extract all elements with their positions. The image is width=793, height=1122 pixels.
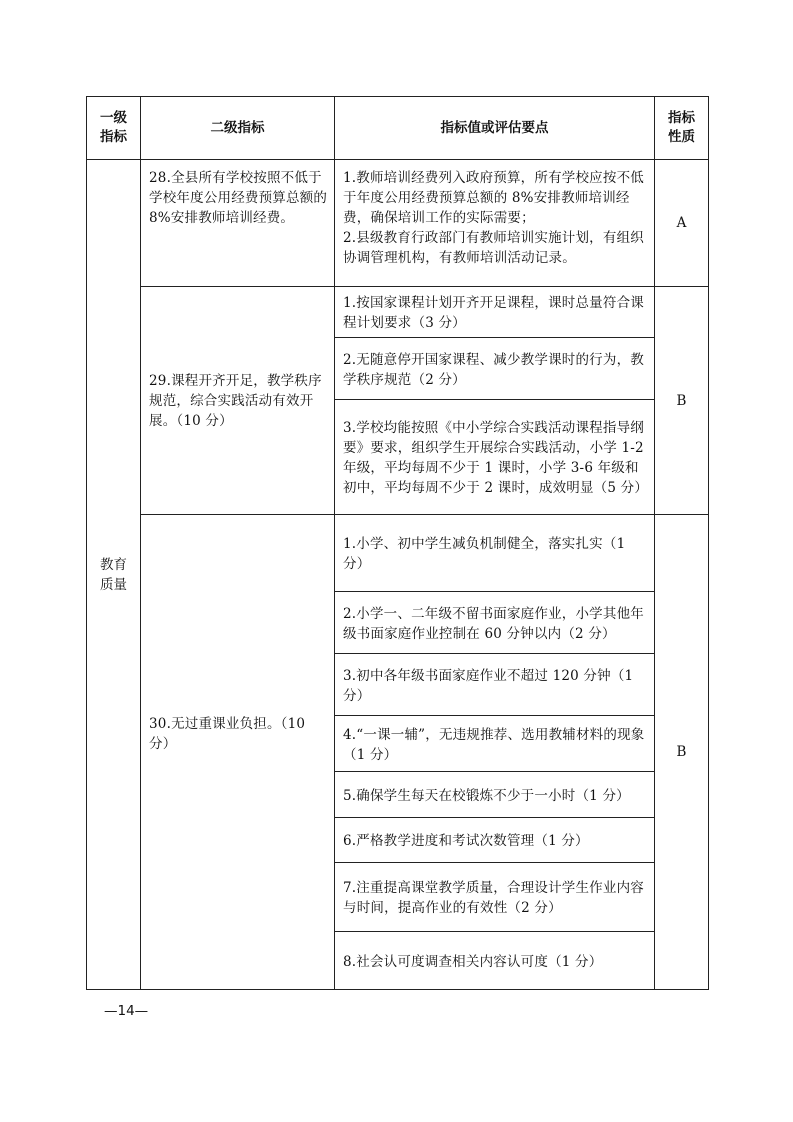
level2-cell: 30.无过重课业负担。（10 分） <box>141 515 335 990</box>
point-cell: 2.小学一、二年级不留书面家庭作业，小学其他年级书面家庭作业控制在 60 分钟以内（2 分） <box>335 592 655 654</box>
header-level2: 二级指标 <box>141 97 335 160</box>
point-cell: 5.确保学生每天在校锻炼不少于一小时（1 分） <box>335 772 655 818</box>
point-cell: 8.社会认可度调查相关内容认可度（1 分） <box>335 932 655 990</box>
nature-cell: B <box>655 287 709 515</box>
point-cell: 4.“一课一辅”，无违规推荐、选用教辅材料的现象（1 分） <box>335 716 655 772</box>
table-row <box>87 287 709 338</box>
point-cell: 6.严格教学进度和考试次数管理（1 分） <box>335 818 655 863</box>
header-nature-text: 指标 性质 <box>668 110 695 145</box>
point-cell: 3.学校均能按照《中小学综合实践活动课程指导纲要》要求，组织学生开展综合实践活动，小学 1-2 年级，平均每周不少于 1 课时，小学 3-6 年级和初中，平均每周不少于 2 课时，成效明显（5 分） <box>335 400 655 515</box>
nature-cell: A <box>655 160 709 287</box>
point-cell: 3.初中各年级书面家庭作业不超过 120 分钟（1 分） <box>335 654 655 716</box>
header-level1-text: 一级 指标 <box>100 110 127 145</box>
point-cell: 1.小学、初中学生减负机制健全，落实扎实（1 分） <box>335 515 655 592</box>
point-cell: 1.按国家课程计划开齐开足课程，课时总量符合课程计划要求（3 分） <box>335 287 655 338</box>
page-number: —14— <box>104 1003 149 1019</box>
level1-text: 教育 质量 <box>100 556 127 593</box>
nature-cell: B <box>655 515 709 990</box>
point-cell <box>335 160 655 287</box>
table-row <box>87 515 709 592</box>
level2-cell: 29.课程开齐开足，教学秩序规范，综合实践活动有效开展。（10 分） <box>141 287 335 515</box>
table-row <box>87 160 709 287</box>
level1-cell <box>87 160 141 990</box>
header-level1 <box>87 97 141 160</box>
level2-cell: 28.全县所有学校按照不低于学校年度公用经费预算总额的 8%安排教师培训经费。 <box>141 160 335 287</box>
point-text: 1.教师培训经费列入政府预算，所有学校应按不低于年度公用经费预算总额的 8%安排教师培训经费，确保培训工作的实际需要； 2.县级教育行政部门有教师培训实施计划，有组织协调管理机构，有教师培训活动记录。 <box>343 170 644 266</box>
table-header-row <box>87 97 709 160</box>
header-points: 指标值或评估要点 <box>335 97 655 160</box>
point-cell: 2.无随意停开国家课程、减少教学课时的行为，教学秩序规范（2 分） <box>335 338 655 400</box>
point-cell: 7.注重提高课堂教学质量，合理设计学生作业内容与时间，提高作业的有效性（2 分） <box>335 863 655 932</box>
header-nature <box>655 97 709 160</box>
evaluation-table <box>86 96 709 990</box>
